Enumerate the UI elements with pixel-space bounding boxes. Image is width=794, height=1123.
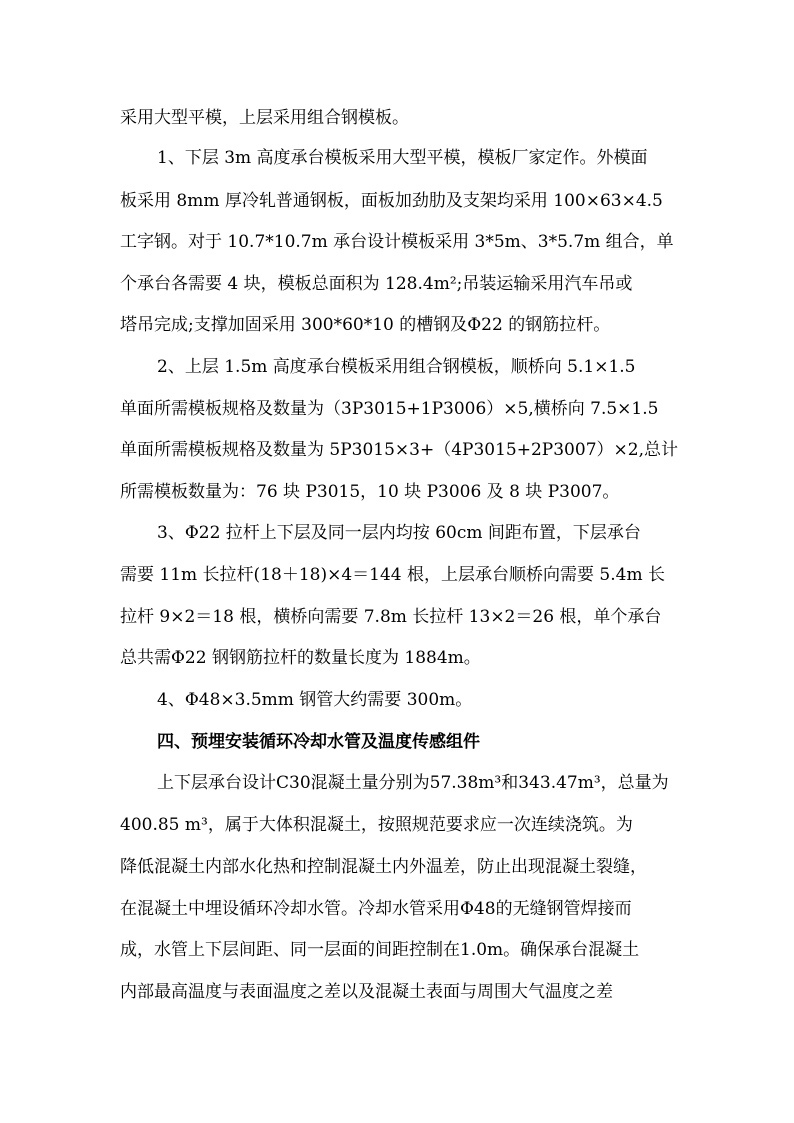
text-line-18: 400.85 m³，属于大体积混凝土，按照规范要求应一次连续浇筑。为 xyxy=(120,815,633,835)
text-line-20: 在混凝土中埋设循环冷却水管。冷却水管采用Φ48的无缝钢管焊接而 xyxy=(120,899,632,919)
text-line-17: 上下层承台设计C30混凝土量分别为57.38m³和343.47m³，总量为 xyxy=(157,773,669,793)
text-line-1: 采用大型平模，上层采用组合钢模板。 xyxy=(120,108,409,128)
text-line-15: 4、Φ48×3.5mm 钢管大约需要 300m。 xyxy=(157,690,473,710)
text-line-7: 2、上层 1.5m 高度承台模板采用组合钢模板，顺桥向 5.1×1.5 xyxy=(157,357,636,377)
text-line-6: 塔吊完成;支撑加固采用 300*60*10 的槽钢及Φ22 的钢筋拉杆。 xyxy=(120,315,611,335)
text-line-19: 降低混凝土内部水化热和控制混凝土内外温差，防止出现混凝土裂缝， xyxy=(120,857,647,877)
text-line-22: 内部最高温度与表面温度之差以及混凝土表面与周围大气温度之差 xyxy=(120,982,613,1002)
text-line-12: 需要 11m 长拉杆(18＋18)×4＝144 根，上层承台顺桥向需要 5.4m 长 xyxy=(120,565,665,585)
text-line-9: 单面所需模板规格及数量为 5P3015×3+（4P3015+2P3007）×2,总计 xyxy=(120,440,678,460)
text-line-13: 拉杆 9×2＝18 根，横桥向需要 7.8m 长拉杆 13×2＝26 根，单个承台 xyxy=(120,607,662,627)
text-line-14: 总共需Φ22 钢钢筋拉杆的数量长度为 1884m。 xyxy=(120,648,481,668)
text-line-21: 成，水管上下层间距、同一层面的间距控制在1.0m。确保承台混凝土 xyxy=(120,940,640,960)
text-line-5: 个承台各需要 4 块，模板总面积为 128.4m²;吊装运输采用汽车吊或 xyxy=(120,274,633,294)
text-line-4: 工字钢。对于 10.7*10.7m 承台设计模板采用 3*5m、3*5.7m 组合，单 xyxy=(120,232,674,252)
text-line-3: 板采用 8mm 厚冷轧普通钢板，面板加劲肋及支架均采用 100×63×4.5 xyxy=(120,191,663,211)
text-line-10: 所需模板数量为：76 块 P3015，10 块 P3006 及 8 块 P3007。 xyxy=(120,482,620,502)
text-line-8: 单面所需模板规格及数量为（3P3015+1P3006）×5,横桥向 7.5×1.5 xyxy=(120,399,659,419)
text-line-2: 1、下层 3m 高度承台模板采用大型平模，模板厂家定作。外模面 xyxy=(157,148,648,168)
section-heading: 四、预埋安装循环冷却水管及温度传感组件 xyxy=(157,732,480,752)
text-line-11: 3、Φ22 拉杆上下层及同一层内均按 60cm 间距布置，下层承台 xyxy=(157,523,641,543)
